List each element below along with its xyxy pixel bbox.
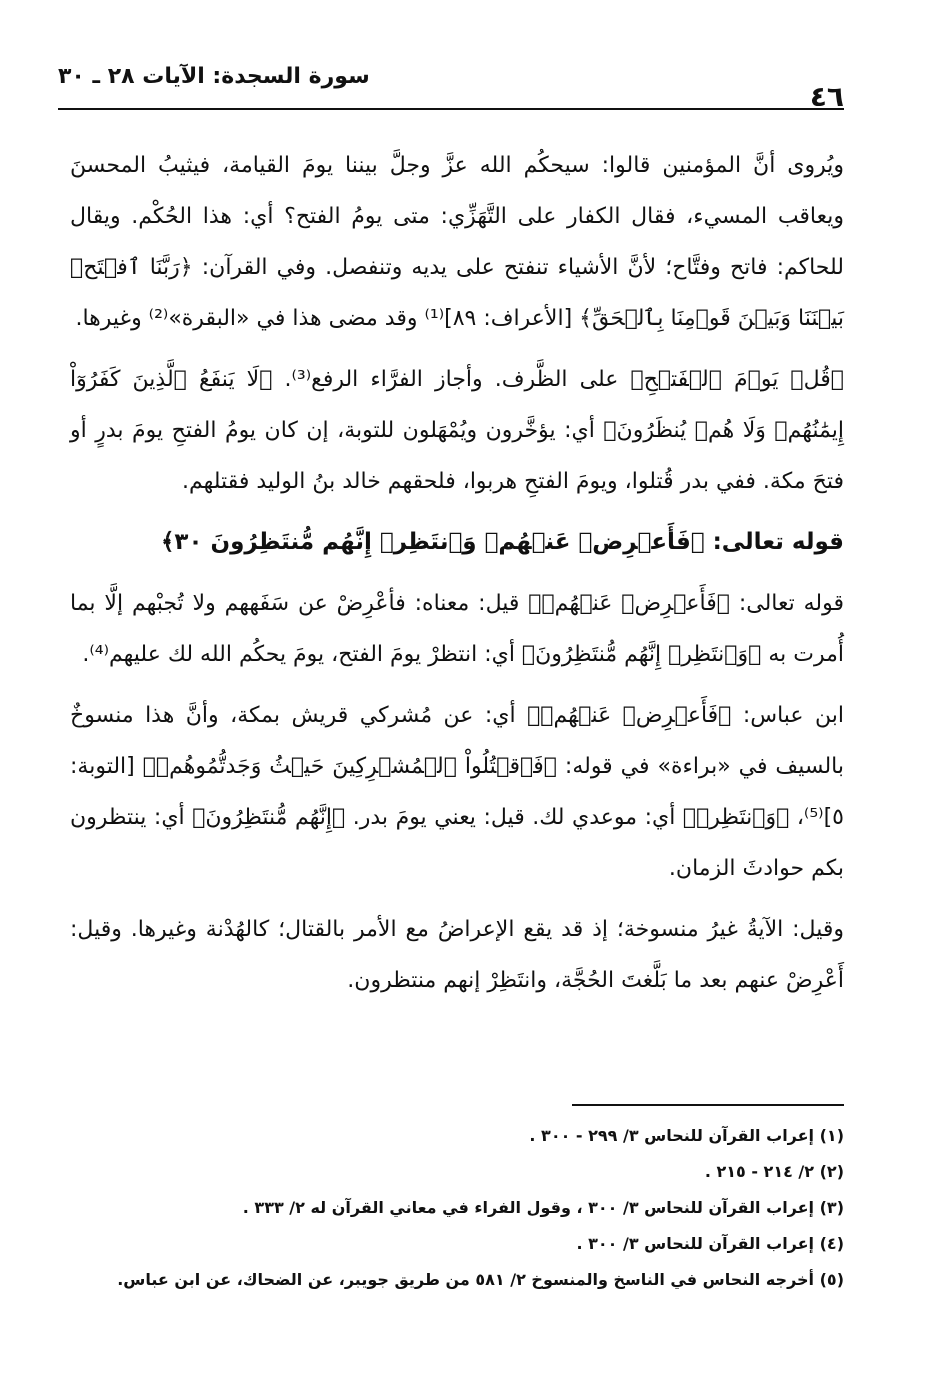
footnote: (٤) إعراب القرآن للنحاس ٣/ ٣٠٠ .: [576, 1234, 844, 1253]
page-number: ٤٦: [809, 80, 844, 113]
paragraph: ابن عباس: ﴿فَأَعۡرِضۡ عَنۡهُمۡ﴾ أي: عن مُشركي قريش بمكة، وأنَّ هذا منسوخٌ بالسيف في «براءة» في قوله: ﴿فَٱقۡتُلُواْ ٱلۡمُشۡرِكِينَ حَيۡثُ وَجَدتُّمُوهُمۡ﴾ [التوبة: ٥]⁽⁵⁾، ﴿وَٱنتَظِرۡ﴾ أي: موعدي لك. قيل: يعني يومَ بدر. ﴿إِنَّهُم مُّنتَظِرُونَ﴾ أي: ينتظرون بكم حوادثَ الزمان.: [70, 703, 844, 881]
footnote-divider: [572, 1104, 844, 1106]
footnote: (٣) إعراب القرآن للنحاس ٣/ ٣٠٠ ، وقول الفراء في معاني القرآن له ٢/ ٣٣٣ .: [242, 1198, 844, 1217]
footnote: (٥) أخرجه النحاس في الناسخ والمنسوخ ٢/ ٥٨١ من طريق جويبر، عن الضحاك، عن ابن عباس.: [117, 1270, 844, 1289]
footnote: (١) إعراب القرآن للنحاس ٣/ ٢٩٩ - ٣٠٠ .: [529, 1126, 844, 1145]
footnote: (٢) ٢/ ٢١٤ - ٢١٥ .: [704, 1162, 844, 1181]
footnotes: [100, 1118, 844, 1298]
paragraph: ﴿قُلۡ يَوۡمَ ٱلۡفَتۡحِ﴾ على الظَّرف. وأجاز الفرَّاء الرفع⁽³⁾. ﴿لَا يَنفَعُ ٱلَّذِينَ كَفَرُوٓاْ إِيمَٰنُهُمۡ وَلَا هُمۡ يُنظَرُونَ﴾ أي: يؤخَّرون ويُمْهَلون للتوبة، إن كان يومُ الفتحِ يومَ بدرٍ أو فتحَ مكة. ففي بدر قُتلوا، ويومَ الفتحِ هربوا، فلحقهم خالد بنُ الوليد فقتلهم.: [70, 367, 844, 494]
verse-heading: قوله تعالى: ﴿فَأَعۡرِضۡ عَنۡهُمۡ وَٱنتَظِرۡ إِنَّهُم مُّنتَظِرُونَ ٣٠﴾: [160, 529, 844, 555]
main-text: [70, 140, 844, 1016]
paragraph: قوله تعالى: ﴿فَأَعۡرِضۡ عَنۡهُمۡ﴾ قيل: معناه: فأعْرِضْ عن سَفَههم ولا تُجبْهم إلَّا بما أُمرت به ﴿وَٱنتَظِرۡ إِنَّهُم مُّنتَظِرُونَ﴾ أي: انتظرْ يومَ الفتح، يومَ يحكُم الله لك عليهم⁽⁴⁾.: [70, 591, 844, 667]
paragraph: ويُروى أنَّ المؤمنين قالوا: سيحكُم الله عزَّ وجلَّ بيننا يومَ القيامة، فيثيبُ المحسنَ ويعاقب المسيء، فقال الكفار على التَّهَزِّي: متى يومُ الفتح؟ أي: هذا الحُكْم. ويقال للحاكم: فاتح وفتَّاح؛ لأنَّ الأشياء تنفتح على يديه وتنفصل. وفي القرآن: ﴿رَبَّنَا ٱفۡتَحۡ بَيۡنَنَا وَبَيۡنَ قَوۡمِنَا بِٱلۡحَقِّ﴾ [الأعراف: ٨٩]⁽¹⁾ وقد مضى هذا في «البقرة»⁽²⁾ وغيرها.: [70, 153, 844, 331]
page-header: [58, 58, 844, 113]
paragraph: وقيل: الآيةُ غيرُ منسوخة؛ إذ قد يقع الإعراضُ مع الأمر بالقتال؛ كالهُدْنة وغيرها. وقيل: أَعْرِضْ عنهم بعد ما بَلَّغتَ الحُجَّة، وانتَظِرْ إنهم منتظرون.: [70, 917, 844, 993]
header-divider: [58, 108, 844, 110]
running-title: سورة السجدة: الآيات ٢٨ ـ ٣٠: [58, 64, 370, 89]
